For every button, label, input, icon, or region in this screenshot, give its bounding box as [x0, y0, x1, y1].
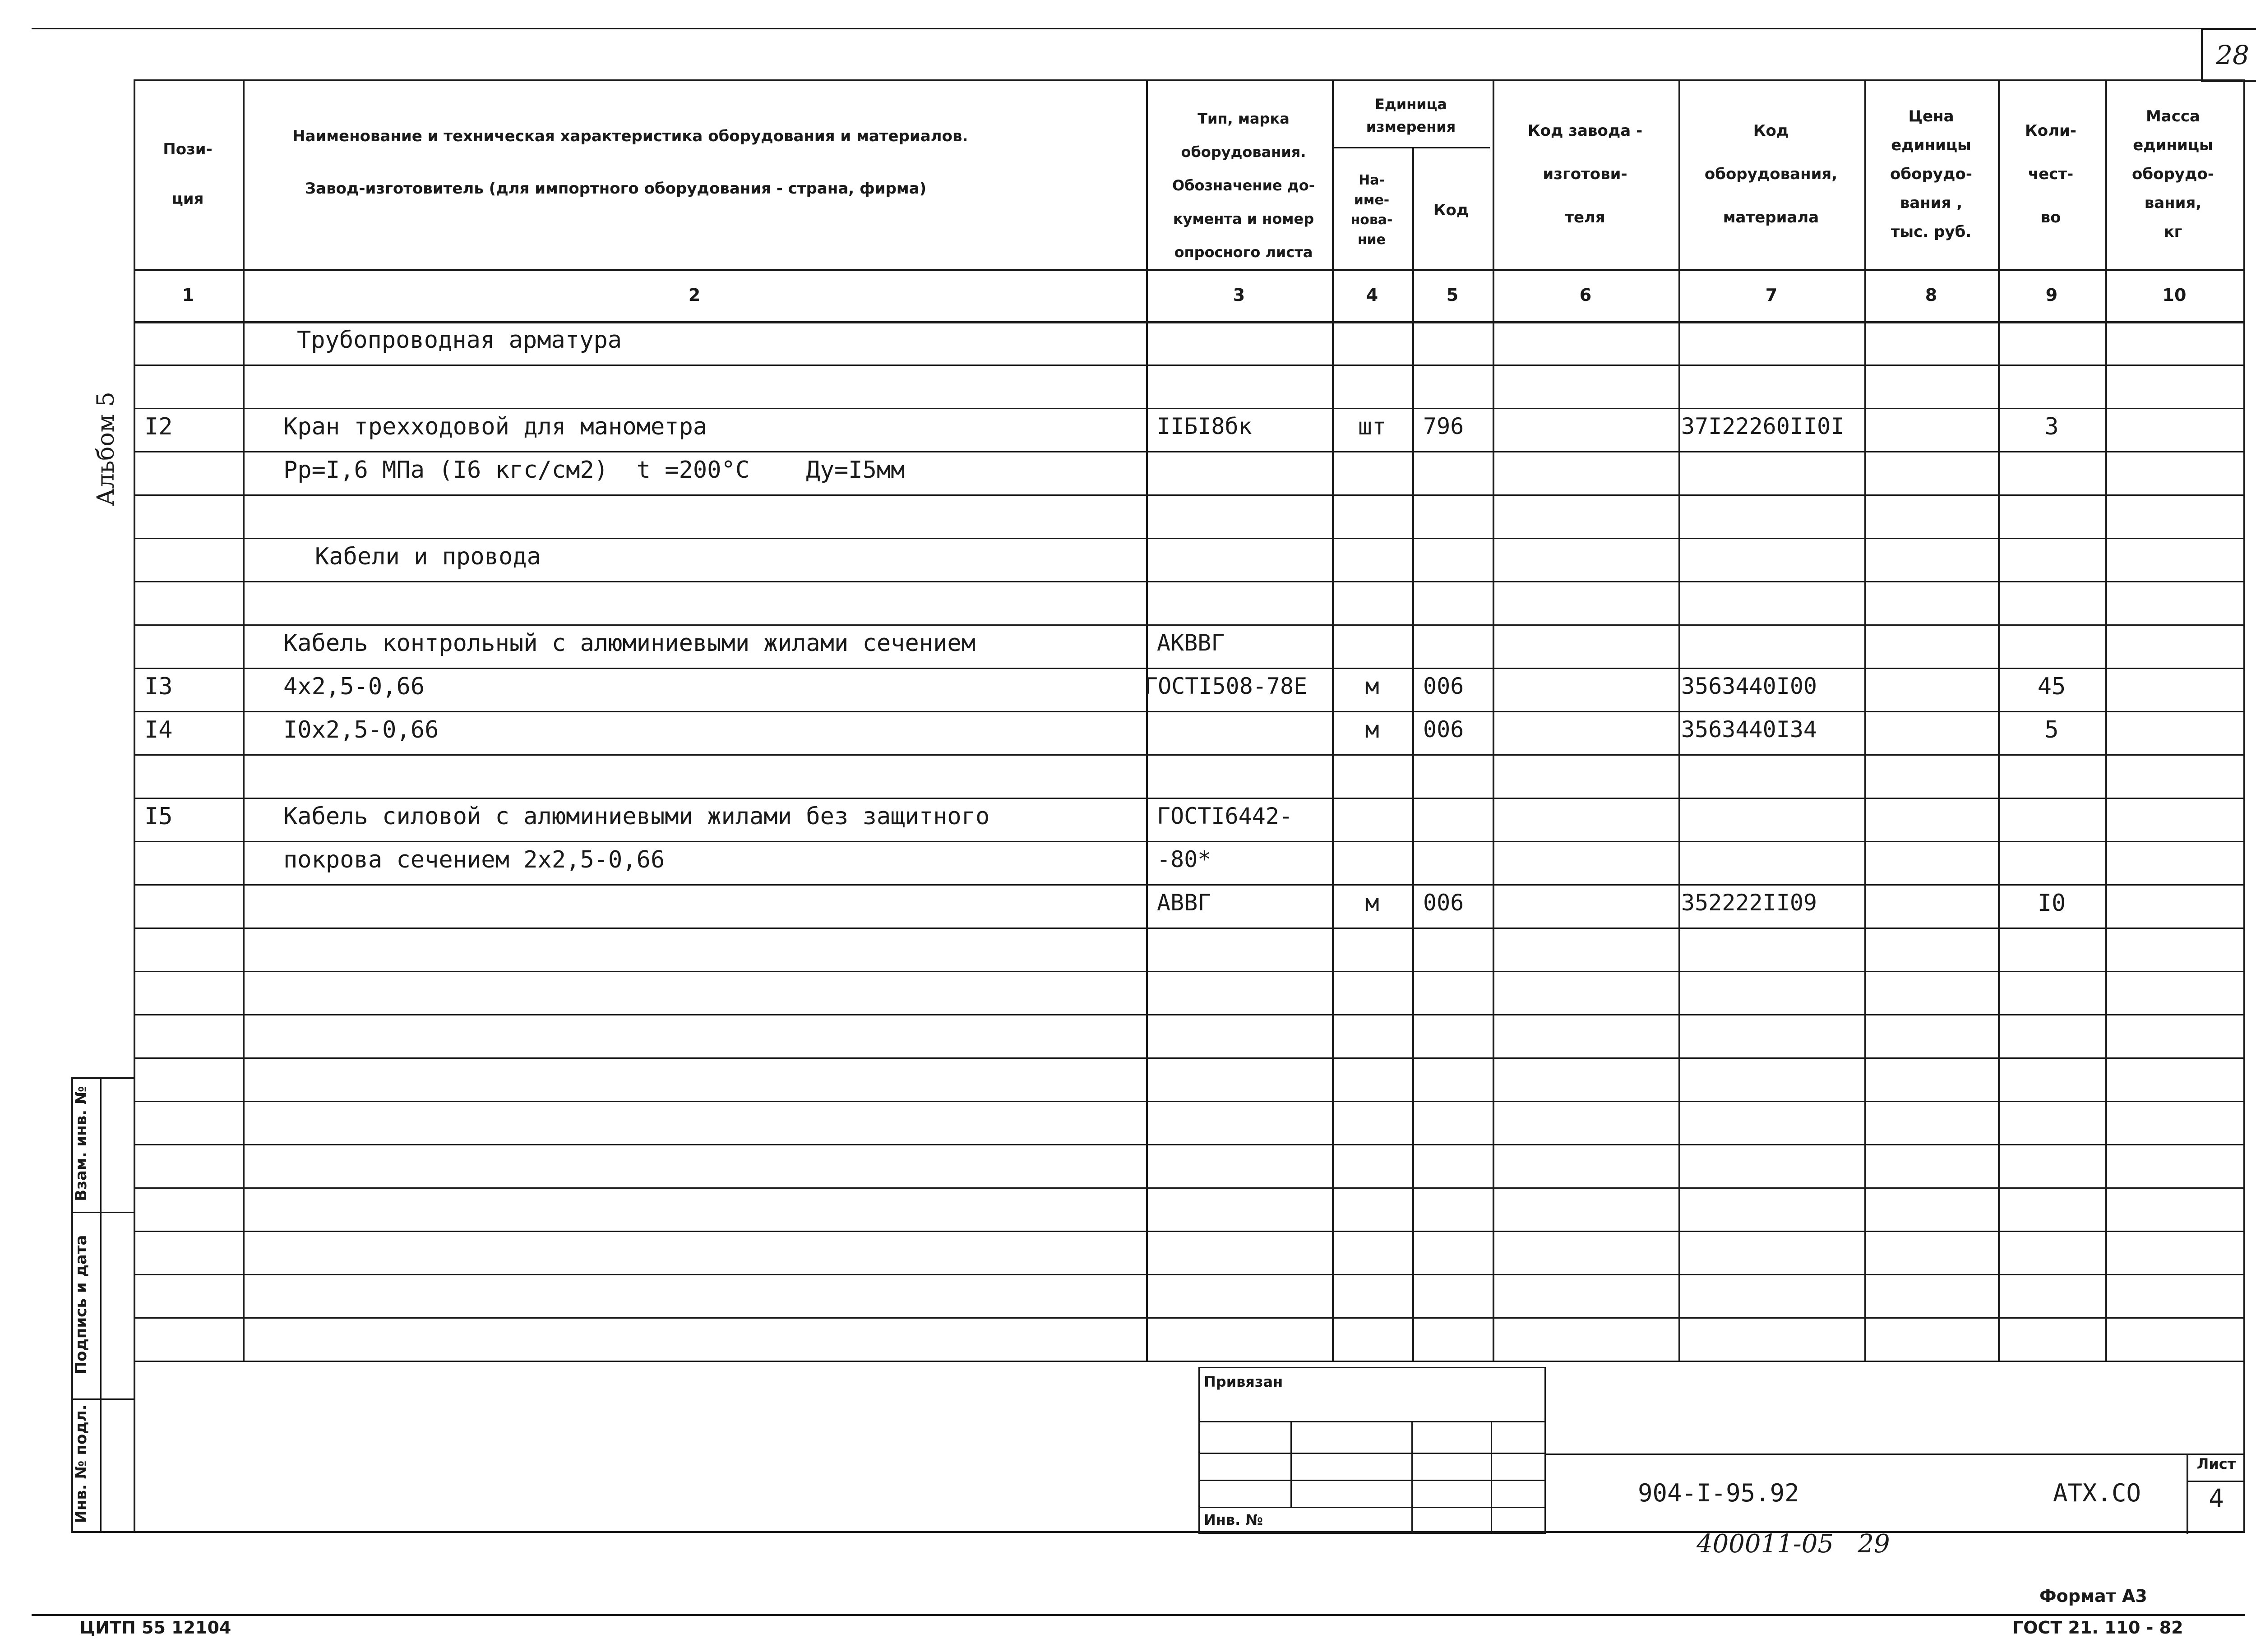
cell-name: покрова сечением 2х2,5-0,66 — [283, 846, 665, 873]
cell-type: АВВГ — [1157, 890, 1211, 916]
header-name-line2: Завод-изготовитель (для импортного оборудования - страна, фирма) — [305, 180, 927, 198]
cell-type: АКВВГ — [1157, 630, 1225, 656]
header-name-line1: Наименование и техническая характеристика оборудования и материалов. — [292, 127, 968, 145]
cell-mat: 352222II09 — [1681, 890, 1817, 916]
cell-name: Кабель силовой с алюминиевыми жилами без защитного — [283, 803, 990, 830]
cell-name: I0х2,5-0,66 — [283, 716, 439, 743]
column-number: 4 — [1366, 285, 1378, 305]
set-code: АТХ.СО — [2053, 1479, 2141, 1507]
header-position: Пози- ция — [163, 140, 213, 208]
stamp-orig-inv: Инв. № подл. — [72, 1404, 90, 1523]
cell-name: Кран трехходовой для манометра — [283, 413, 707, 440]
header-price: Цена единицы оборудо- вания , тыс. руб. — [1890, 107, 1972, 241]
footer-gost: ГОСТ 21. 110 - 82 — [2012, 1618, 2183, 1638]
cell-mat: 3563440I34 — [1681, 716, 1817, 743]
handwritten-note: 400011-05 29 — [1697, 1529, 1890, 1559]
column-number: 10 — [2162, 285, 2187, 305]
cell-unit: м — [1365, 890, 1379, 917]
cell-qty: 3 — [2044, 413, 2059, 440]
header-material-code: Код оборудования, материала — [1704, 122, 1838, 226]
inv-label: Инв. № — [1204, 1511, 1263, 1528]
column-number: 8 — [1925, 285, 1937, 305]
cell-code: 006 — [1423, 716, 1464, 743]
column-number: 7 — [1765, 285, 1778, 305]
header-mass: Масса единицы оборудо- вания, кг — [2132, 107, 2214, 241]
cell-qty: 45 — [2037, 673, 2066, 700]
cell-pos: I5 — [144, 803, 173, 830]
cell-type: ГОСТI508-78Е — [1144, 673, 1308, 699]
page-number: 28 — [2216, 40, 2249, 70]
column-number: 6 — [1579, 285, 1592, 305]
column-number: 3 — [1233, 285, 1245, 305]
specification-table — [134, 79, 2245, 1352]
footer-format: Формат А3 — [2039, 1586, 2147, 1606]
album-label: Альбом 5 — [92, 392, 120, 506]
cell-mat: 3563440I00 — [1681, 673, 1817, 699]
cell-pos: I3 — [144, 673, 173, 700]
bound-label: Привязан — [1204, 1373, 1283, 1390]
cell-unit: м — [1365, 716, 1379, 743]
header-quantity: Коли- чест- во — [2025, 122, 2076, 226]
cell-name: Рр=I,6 МПа (I6 кгс/см2) t =200°С Ду=I5мм — [283, 457, 905, 484]
header-unit-name: На- име- нова- ние — [1350, 172, 1393, 248]
cell-name: Кабели и провода — [315, 543, 541, 570]
header-unit-code: Код — [1433, 201, 1469, 219]
stamp-signature-date: Подпись и дата — [72, 1235, 90, 1375]
cell-unit: м — [1365, 673, 1379, 700]
sheet-label: Лист — [2196, 1455, 2236, 1472]
column-number: 9 — [2045, 285, 2058, 305]
column-number: 5 — [1446, 285, 1459, 305]
cell-code: 796 — [1423, 413, 1464, 439]
cell-qty: 5 — [2044, 716, 2059, 743]
cell-name: 4х2,5-0,66 — [283, 673, 425, 700]
column-number: 1 — [182, 285, 194, 305]
header-type: Тип, марка оборудования. Обозначение до- кумента и номер опросного листа — [1172, 110, 1315, 261]
cell-type: -80* — [1157, 846, 1211, 872]
cell-code: 006 — [1423, 890, 1464, 916]
cell-mat: 37I22260II0I — [1681, 413, 1845, 439]
sheet-number: 4 — [2209, 1484, 2224, 1514]
cell-type: IIБI8бк — [1157, 413, 1252, 439]
cell-name: Кабель контрольный с алюминиевыми жилами сечением — [283, 630, 976, 657]
header-unit-group: Единица измерения — [1366, 96, 1456, 135]
cell-pos: I2 — [144, 413, 173, 440]
cell-pos: I4 — [144, 716, 173, 743]
cell-name: Трубопроводная арматура — [297, 327, 622, 354]
stamp-replaced-inv: Взам. инв. № — [72, 1086, 90, 1201]
footer-left: ЦИТП 55 12104 — [79, 1618, 231, 1638]
cell-unit: шт — [1358, 413, 1387, 440]
cell-code: 006 — [1423, 673, 1464, 699]
cell-type: ГОСТI6442- — [1157, 803, 1293, 829]
page-number-box — [2201, 28, 2256, 82]
column-number: 2 — [688, 285, 701, 305]
doc-code: 904-I-95.92 — [1638, 1479, 1799, 1507]
header-plant-code: Код завода - изготови- теля — [1527, 122, 1643, 226]
cell-qty: I0 — [2037, 890, 2066, 917]
